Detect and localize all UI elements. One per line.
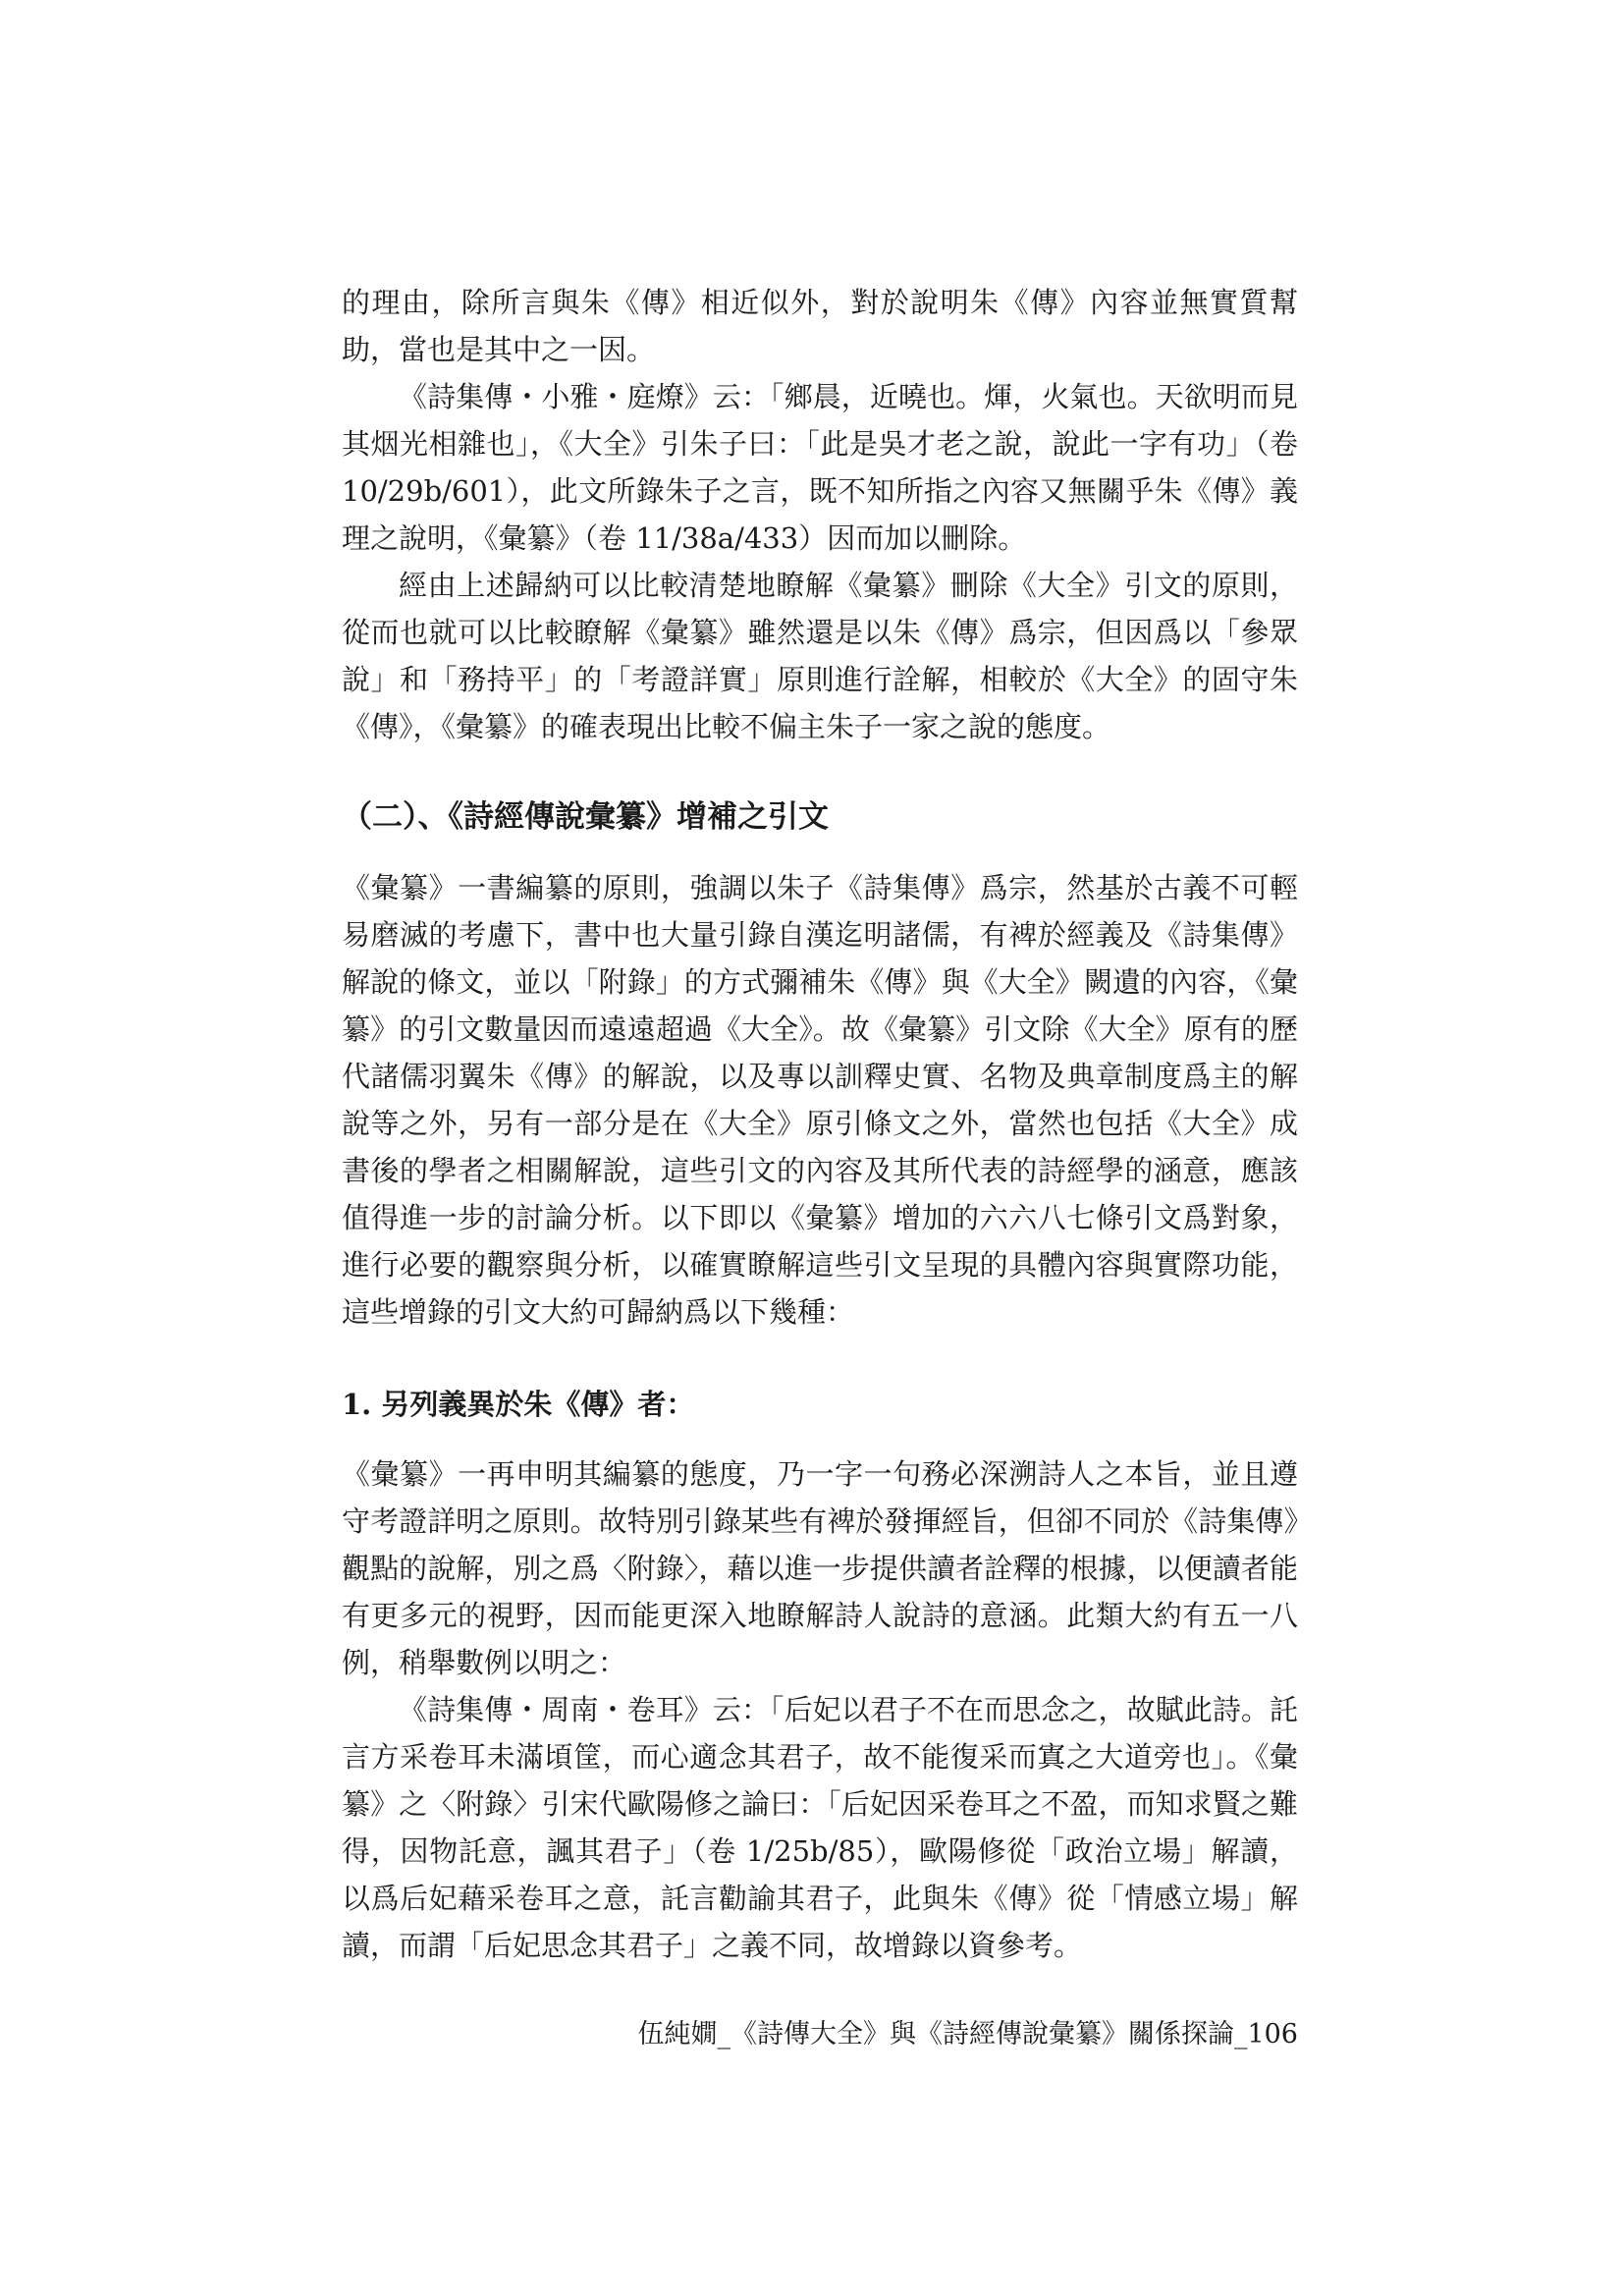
paragraph-summary: 經由上述歸納可以比較清楚地瞭解《彙纂》刪除《大全》引文的原則，從而也就可以比較瞭解《彙纂》雖然還是以朱《傳》爲宗，但因爲以「參眾說」和「務持平」的「考證詳實」原則進行詮解，相較於《大全》的固守朱《傳》，《彙纂》的確表現出比較不偏主朱子一家之說的態度。 bbox=[342, 569, 1298, 743]
paragraph-subsection-intro: 《彙纂》一再申明其編纂的態度，乃一字一句務必深溯詩人之本旨，並且遵守考證詳明之原則。故特別引錄某些有裨於發揮經旨，但卻不同於《詩集傳》觀點的說解，別之爲〈附錄〉，藉以進一步提供讀者詮釋的根據，以便讀者能有更多元的視野，因而能更深入地瞭解詩人說詩的意涵。此類大約有五一八例，稍舉數例以明之： bbox=[342, 1457, 1298, 1679]
subsection-heading: 1. 另列義異於朱《傳》者： bbox=[342, 1388, 695, 1421]
section-heading: （二）、《詩經傳說彙纂》增補之引文 bbox=[342, 799, 829, 835]
subsection-body bbox=[342, 1450, 1298, 1969]
paragraph-juaner-example: 《詩集傳・周南・卷耳》云：「后妃以君子不在而思念之，故賦此詩。託言方采卷耳未滿頃筐，而心適念其君子，故不能復采而寘之大道旁也」。《彙纂》之〈附錄〉引宋代歐陽修之論曰：「后妃因采卷耳之不盈，而知求賢之難得，因物託意，諷其君子」（卷 1/25b/85），歐陽修從「政治立場」解讀，以爲后妃藉采卷耳之意，託言勸諭其君子，此與朱《傳》從「情感立場」解讀，而謂「后妃思念其君子」之義不同，故增錄以資參考。 bbox=[342, 1693, 1298, 1962]
paragraph-section-intro: 《彙纂》一書編纂的原則，強調以朱子《詩集傳》爲宗，然基於古義不可輕易磨滅的考慮下，書中也大量引錄自漢迄明諸儒，有裨於經義及《詩集傳》解說的條文，並以「附錄」的方式彌補朱《傳》與《大全》闕遺的內容，《彙纂》的引文數量因而遠遠超過《大全》。故《彙纂》引文除《大全》原有的歷代諸儒羽翼朱《傳》的解說，以及專以訓釋史實、名物及典章制度爲主的解說等之外，另有一部分是在《大全》原引條文之外，當然也包括《大全》成書後的學者之相關解說，這些引文的內容及其所代表的詩經學的涵意，應該值得進一步的討論分析。以下即以《彙纂》增加的六六八七條引文爲對象，進行必要的觀察與分析，以確實瞭解這些引文呈現的具體內容與實際功能，這些增錄的引文大約可歸納爲以下幾種： bbox=[342, 871, 1298, 1329]
opening-paragraphs bbox=[342, 279, 1298, 750]
paragraph-tingliao: 《詩集傳・小雅・庭燎》云：「鄉晨，近曉也。煇，火氣也。天欲明而見其烟光相雜也」，《大全》引朱子曰：「此是吳才老之說，說此一字有功」（卷10/29b/601），此文所錄朱子之言，既不知所指之內容又無關乎朱《傳》義理之說明，《彙纂》（卷 11/38a/433）因而加以刪除。 bbox=[342, 380, 1298, 555]
section-body bbox=[342, 864, 1298, 1336]
page-footer: 伍純嫺_《詩傳大全》與《詩經傳說彙纂》關係探論_106 bbox=[637, 2019, 1298, 2050]
paragraph-continuation: 的理由，除所言與朱《傳》相近似外，對於說明朱《傳》內容並無實質幫助，當也是其中之一因。 bbox=[342, 286, 1298, 366]
